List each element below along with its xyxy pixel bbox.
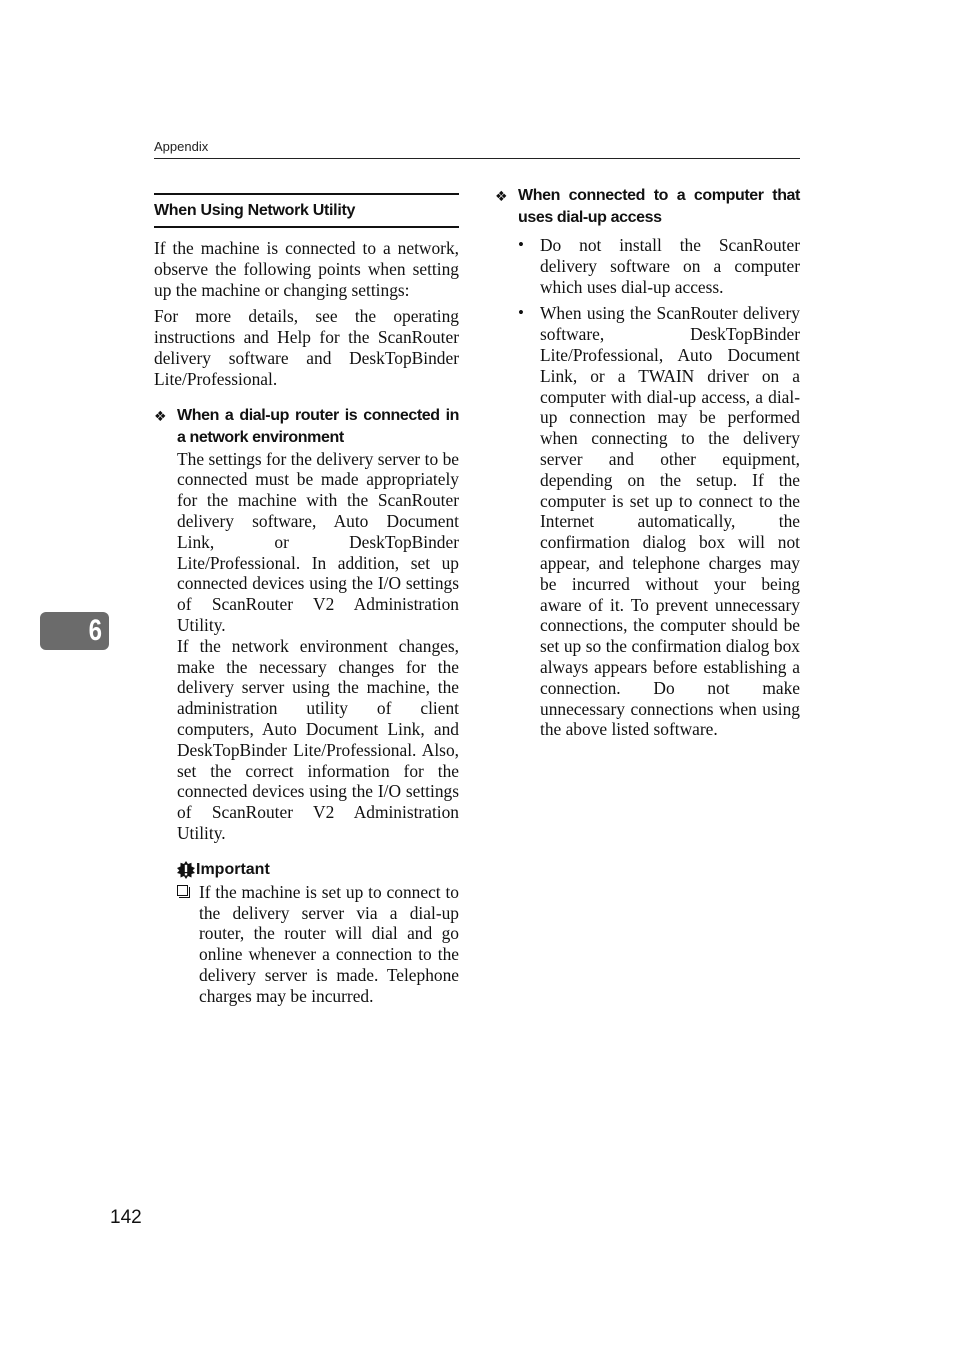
subsection-body — [154, 449, 459, 844]
bullet-icon: • — [518, 303, 524, 323]
bullet-text-2: When using the ScanRouter delivery software, DeskTopBinder Lite/Professional, Auto Document Link, or a TWAIN driver on a computer with dial-up access, a dial-up connection may be performed when connecting to the delivery server and other equipment, depending on the setup. If the computer is set up to connect to the Internet automatically, the confirmation dialog box will not appear, and telephone charges may be incurred without your being aware of it. To prevent unnecessary connections, the computer should be set up so the confirmation dialog box always appears before establishing a connection. Do not make unnecessary connections when using the above listed software. — [540, 303, 800, 740]
running-header: Appendix — [154, 139, 209, 154]
bullet-item — [495, 303, 800, 740]
chapter-number: 6 — [88, 614, 103, 647]
checkbox-icon — [177, 885, 188, 896]
intro-paragraph-1: If the machine is connected to a network, observe the following points when setting up the machine or changing settings: — [154, 238, 459, 300]
important-heading — [177, 861, 459, 879]
right-column — [495, 185, 800, 740]
page-number: 142 — [110, 1207, 142, 1228]
important-item-text: If the machine is set up to connect to the delivery server via a dial-up router, the router will dial and go online whenever a connection to the delivery server is made. Telephone charges may be incurred. — [199, 881, 459, 1006]
important-label: Important — [196, 860, 270, 878]
subsection-paragraph-1: The settings for the delivery server to be connected must be made appropriately for the machine with the ScanRouter delivery software, Auto Document Link, or DeskTopBinder Lite/Professional. In addition, set up connected devices using the I/O settings of ScanRouter V2 Administration Utility. — [177, 448, 459, 635]
subsection-title: When a dial-up router is connected in a network environment — [177, 406, 459, 446]
subsection-paragraph-2: If the network environment changes, make the necessary changes for the delivery server using the machine, the administration utility of client computers, Auto Document Link, and DeskTopBinder Lite/Professional. Also, set the correct information for the connected devices using the I/O settings of ScanRouter V2 Administration Utility. — [177, 635, 459, 843]
subsection-title-right: When connected to a computer that uses dial-up access — [518, 187, 800, 226]
chapter-tab — [40, 612, 109, 650]
subsection-heading — [154, 405, 459, 449]
intro-paragraph-2: For more details, see the operating instructions and Help for the ScanRouter delivery software and DeskTopBinder Lite/Professional. — [154, 306, 459, 389]
diamond-ornament-icon: ❖ — [495, 188, 508, 204]
diamond-ornament-icon: ❖ — [154, 407, 167, 424]
bullet-text-1: Do not install the ScanRouter delivery software on a computer which uses dial-up access. — [540, 235, 800, 297]
subsection-heading-right — [495, 185, 800, 229]
bullet-icon: • — [518, 235, 524, 254]
important-item — [154, 882, 459, 1007]
exclamation-seal-icon — [177, 861, 195, 879]
header-rule — [154, 158, 800, 159]
section-title: When Using Network Utility — [154, 193, 459, 228]
left-column — [154, 193, 459, 1007]
bullet-item — [495, 235, 800, 297]
